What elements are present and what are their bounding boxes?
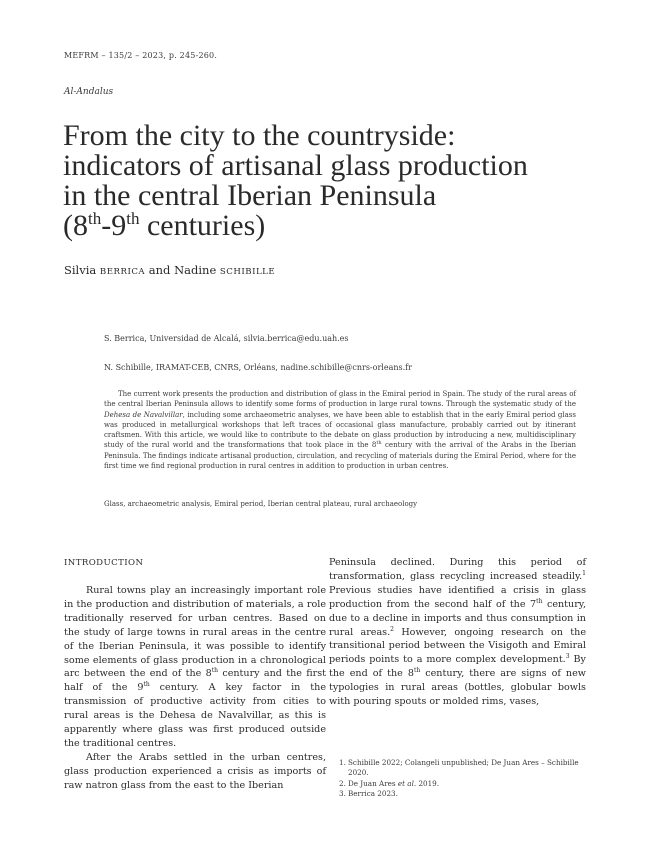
abstract-sup: th	[376, 440, 382, 447]
author-2-last: SCHIBILLE	[219, 267, 276, 277]
introduction-heading: INTRODUCTION	[64, 558, 144, 568]
footnote-3	[329, 789, 586, 799]
left-column	[64, 584, 326, 793]
footnote-ref-1[interactable]: 1	[582, 569, 586, 577]
intro-r-4: However, ongoing research on the transitional period between the Visigoth and Emiral periods points to a more complex development.	[329, 626, 586, 666]
keywords: Glass, archaeometric analysis, Emiral period, Iberian central plateau, rural archaeology	[104, 500, 418, 508]
abstract-site-name: Dehesa de Navalvillar	[104, 410, 183, 419]
intro-p1-sup-2: th	[143, 681, 150, 689]
intro-paragraph-2: After the Arabs settled in the urban centres, glass production experienced a crisis as imports of raw natron glass from the east to the Iberian	[64, 751, 326, 791]
intro-r-sup-2: th	[413, 667, 421, 675]
intro-r-6: century, there are signs of new typologies in rural areas (bottles, globular bowls with pouring spouts or molded rims, vases,	[329, 668, 586, 708]
author-list	[64, 263, 275, 277]
intro-r-3: century, due to a decline in imports and thus consumption in rural areas.	[329, 598, 586, 638]
title-open: (8	[63, 209, 88, 242]
title-line-2: indicators of artisanal glass production	[63, 149, 528, 182]
author-1-last: BERRICA	[99, 267, 146, 277]
section-label: Al-Andalus	[64, 87, 114, 97]
journal-reference: MEFRM – 135/2 – 2023, p. 245-260.	[64, 51, 218, 60]
author-1-first: Silvia	[64, 263, 100, 277]
right-column	[329, 556, 586, 709]
intro-r-sup-1: th	[536, 597, 543, 605]
title-close: centuries)	[139, 209, 266, 242]
author-conjunction: and	[145, 263, 175, 277]
intro-paragraph-3	[329, 556, 586, 709]
intro-r-5: By the end of the 8	[329, 654, 586, 680]
intro-p1-b: century and the first half of the 9	[64, 668, 327, 694]
article-title	[63, 121, 603, 241]
intro-r-1: Peninsula declined. During this period of transformation, glass recycling increased steadily.	[329, 557, 586, 582]
footnote-1	[329, 758, 586, 779]
intro-p1-sup-1: th	[211, 667, 219, 675]
title-line-3: in the central Iberian Peninsula	[63, 179, 437, 212]
footnote-text: Berrica 2023.	[348, 789, 398, 799]
footnote-text-b: 2019.	[416, 778, 440, 788]
title-line-1: From the city to the countryside:	[63, 119, 456, 152]
title-sup-1: th	[88, 209, 102, 228]
abstract-part-2: , including some archaeometric analyses, we have been able to establish that in the early Emiral period glass was produced in metallurgical workshops that left traces of occasional glass manufacture, probably carried out by itinerant craftsmen. With this article, we would like to contribute to the debate on glass production by introducing a new, multidisciplinary study of the rural world and the transformations that took place in the 8	[104, 410, 576, 450]
intro-r-2: Previous studies have identified a crisis in glass production from the second half of the 7	[329, 584, 586, 610]
title-line-4	[63, 209, 265, 242]
footnote-number: 3.	[339, 789, 346, 799]
footnote-2	[329, 779, 586, 789]
intro-p1-c: century. A key factor in the transmission of productive activity from cities to rural areas is the Dehesa de Navalvillar, as this is apparently where glass was first produced outside the traditional centres.	[64, 682, 326, 749]
footnote-number: 1.	[339, 758, 346, 767]
footnote-ref-2[interactable]: 2	[390, 625, 394, 633]
title-sup-2: th	[126, 209, 140, 228]
intro-p1-a: Rural towns play an increasingly important role in the production and distribution of materials, a role traditionally reserved for urban centres. Based on the study of large towns in rural areas in the centre of the Iberian Peninsula, it was possible to identify some elements of glass production in a chronological arc between the end of the 8	[64, 585, 326, 680]
abstract	[104, 389, 576, 471]
footnote-ref-3[interactable]: 3	[565, 653, 570, 661]
abstract-part-3: century with the arrival of the Arabs in the Iberian Peninsula. The findings indicate artisanal production, circulation, and recycling of materials during the Emiral Period, where for the first time we find regional production in rural centres in addition to production in urban centres.	[104, 441, 576, 471]
author-2-first: Nadine	[174, 263, 220, 277]
abstract-part-1: The current work presents the production and distribution of glass in the Emiral period in Spain. The study of the rural areas of the central Iberian Peninsula allows to identify some forms of production in large rural towns. Through the systematic study of the	[104, 390, 576, 409]
affiliation-1: S. Berrica, Universidad de Alcalá, silvia.berrica@edu.uah.es	[104, 334, 349, 343]
intro-paragraph-1	[64, 584, 326, 751]
footnote-text: Schibille 2022; Colangeli unpublished; De Juan Ares – Schibille 2020.	[348, 758, 579, 778]
footnote-text-italic: et al.	[397, 778, 417, 788]
footnote-text-a: De Juan Ares	[348, 778, 398, 788]
footnote-number: 2.	[339, 778, 346, 788]
footnotes	[329, 758, 586, 800]
affiliation-2: N. Schibille, IRAMAT-CEB, CNRS, Orléans, nadine.schibille@cnrs-orleans.fr	[104, 363, 412, 372]
title-dash: -9	[101, 209, 127, 242]
